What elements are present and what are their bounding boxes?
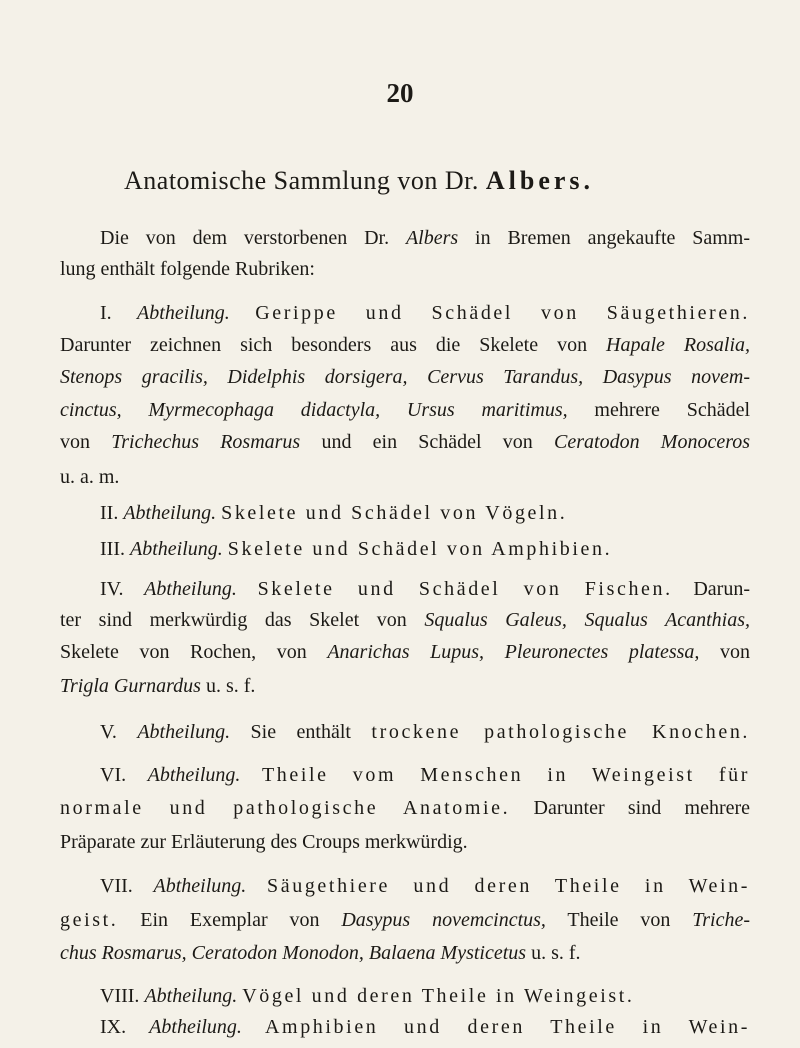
text-line: ter sind merkwürdig das Skelet von Squalus Galeus, Squalus Acanthias,: [60, 609, 751, 631]
text-line: Die von dem verstorbenen Dr. Albers in Bremen angekaufte Samm-: [100, 227, 751, 249]
section-heading: IX. Abtheilung. Amphibien und deren Theile in Wein-: [100, 1016, 750, 1038]
text-line: Trigla Gurnardus u. s. f.: [60, 675, 256, 697]
text-line: cinctus, Myrmecophaga didactyla, Ursus maritimus, mehrere Schädel: [60, 399, 751, 421]
section-heading: VII. Abtheilung. Säugethiere und deren Theile in Wein-: [100, 875, 751, 897]
heading-text: Anatomische Sammlung von Dr.: [124, 166, 479, 195]
section-heading: VI. Abtheilung. Theile vom Menschen in Weingeist für: [100, 764, 751, 786]
text-line: lung enthält folgende Rubriken:: [60, 258, 315, 280]
text-line: normale und pathologische Anatomie. Darunter sind mehrere: [60, 797, 751, 819]
section-heading: IV. Abtheilung. Skelete und Schädel von Fischen. Darun-: [100, 578, 750, 600]
heading-name: Albers.: [485, 166, 595, 195]
text-line: von Trichechus Rosmarus und ein Schädel von Ceratodon Monoceros: [60, 431, 751, 453]
text-line: chus Rosmarus, Ceratodon Monodon, Balaena Mysticetus u. s. f.: [60, 942, 581, 964]
page-heading: [124, 166, 594, 196]
text-line: Präparate zur Erläuterung des Croups merkwürdig.: [60, 831, 468, 853]
section-heading: III. Abtheilung. Skelete und Schädel von Amphibien.: [100, 538, 613, 560]
section-heading: I. Abtheilung. Gerippe und Schädel von Säugethieren.: [100, 302, 750, 324]
text-line: geist. Ein Exemplar von Dasypus novemcinctus, Theile von Triche-: [60, 909, 751, 931]
section-heading: VIII. Abtheilung. Vögel und deren Theile in Weingeist.: [100, 985, 635, 1007]
text-line: Stenops gracilis, Didelphis dorsigera, Cervus Tarandus, Dasypus novem-: [60, 366, 750, 388]
text-line: Darunter zeichnen sich besonders aus die Skelete von Hapale Rosalia,: [60, 334, 751, 356]
text-line: u. a. m.: [60, 466, 120, 488]
text-line: Skelete von Rochen, von Anarichas Lupus, Pleuronectes platessa, von: [60, 641, 751, 663]
section-heading: II. Abtheilung. Skelete und Schädel von Vögeln.: [100, 502, 568, 524]
page-number: 20: [386, 78, 414, 108]
section-heading: V. Abtheilung. Sie enthält trockene pathologische Knochen.: [100, 721, 751, 743]
